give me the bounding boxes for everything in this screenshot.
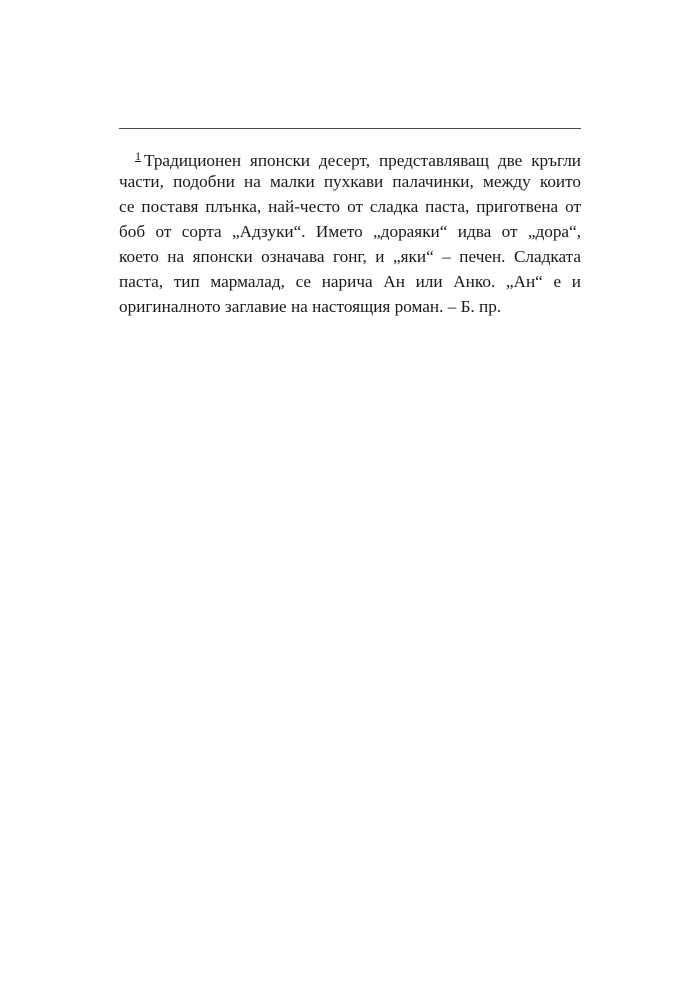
footnote-line-text: Традиционен японски десерт, представляващ две кръгли (144, 151, 581, 170)
footnote-line-7: оригиналното заглавие на настоящия роман. – Б. пр. (119, 297, 502, 316)
footnote-line-1 (119, 144, 581, 169)
footnote-marker[interactable]: 1 (135, 149, 141, 163)
footnote-line-6: паста, тип мармалад, се нарича Ан или Анко. „Ан“ е и (119, 272, 581, 291)
footnote-line-3: се поставя плънка, най-често от сладка паста, приготвена от (119, 197, 581, 216)
footnote-separator (119, 128, 581, 129)
footnote-line-2: части, подобни на малки пухкави палачинки, между които (119, 172, 581, 191)
footnote-line-5: което на японски означава гонг, и „яки“ – печен. Сладката (119, 247, 581, 266)
footnote-line-4: боб от сорта „Адзуки“. Името „дораяки“ идва от „дора“, (119, 222, 581, 241)
footnote (119, 144, 581, 319)
